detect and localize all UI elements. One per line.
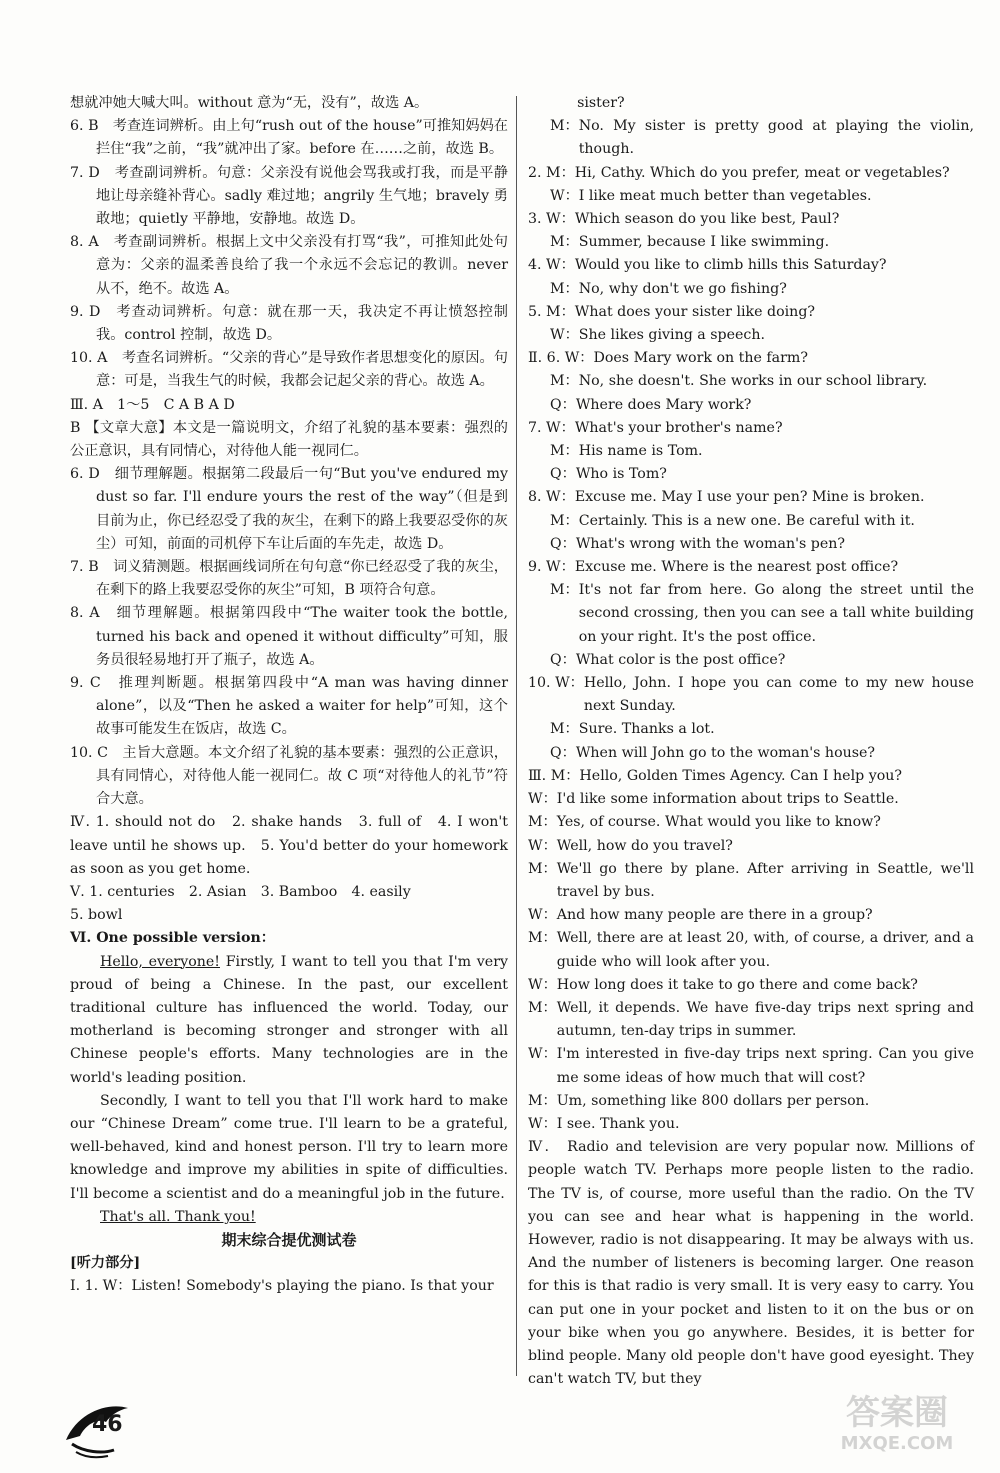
speaker-label: 2. M： <box>528 164 575 181</box>
dialogue-text: Yes, of course. What would you like to know? <box>556 814 881 831</box>
speaker-label: M： <box>528 814 557 831</box>
dialogue-text: I like meat much better than vegetables. <box>578 187 872 204</box>
speaker-label: Q： <box>550 396 576 413</box>
speaker-label: W： <box>528 1115 557 1132</box>
dialogue-line <box>528 904 974 927</box>
dialogue-line <box>528 672 974 718</box>
speaker-label: W： <box>528 907 557 924</box>
dialogue-text: Um, something like 800 dollars per person. <box>556 1092 870 1109</box>
dialogue-text: What color is the post office? <box>575 651 786 668</box>
speaker-label: M： <box>528 1092 557 1109</box>
speaker-label: 8. W： <box>528 489 575 506</box>
essay-paragraph-1 <box>70 951 508 1090</box>
dialogue-text: Hi, Cathy. Which do you prefer, meat or vegetables? <box>574 164 950 181</box>
speaker-label: Ⅱ. 6. W： <box>528 350 594 367</box>
dialogue-line <box>528 927 974 973</box>
dialogue-text: Well, there are at least 20, with, of course, a driver, and a guide who will look after you. <box>556 930 974 970</box>
dialogue-text: Does Mary work on the farm? <box>593 350 808 367</box>
dialogue-line <box>528 92 974 115</box>
speaker-label: Q： <box>550 651 576 668</box>
speaker-label: W： <box>550 187 579 204</box>
watermark-url: MXQE.COM <box>840 1433 954 1454</box>
dialogue-line <box>528 835 974 858</box>
dialogue-text: Excuse me. May I use your pen? Mine is broken. <box>574 489 925 506</box>
left-paragraph: 6. D 细节理解题。根据第二段最后一句“But you've endured my dust so far. I'll endure yours the rest of the way”（但是到目前为止，你已经忍受了我的灰尘，在剩下的路上我要忍受你的灰尘）可知，前面的司机停下车让后面的车先走，故选 D。 <box>70 466 508 552</box>
dialogue-text: No. My sister is pretty good at playing the violin, though. <box>578 118 974 158</box>
speaker-label: M： <box>550 118 579 135</box>
dialogue-line <box>528 811 974 834</box>
left-paragraph: 想就冲她大喊大叫。without 意为“无，没有”，故选 A。 <box>70 95 429 111</box>
speaker-label: W： <box>528 837 557 854</box>
speaker-label: M： <box>528 930 557 947</box>
dialogue-line <box>528 858 974 904</box>
listening-section-label: [听力部分] <box>70 1255 141 1272</box>
dialogue-line <box>528 347 974 370</box>
passage-label: Ⅳ. <box>528 1139 550 1156</box>
speaker-label: M： <box>550 373 579 390</box>
speaker-label: W： <box>528 791 557 808</box>
dialogue-text: I'd like some information about trips to Seattle. <box>556 791 899 808</box>
dialogue-text: Summer, because I like swimming. <box>578 234 830 251</box>
section-title: 期末综合提优测试卷 <box>221 1230 357 1249</box>
speaker-label <box>550 92 577 115</box>
speaker-label: M： <box>528 860 557 877</box>
speaker-label: 7. W： <box>528 419 575 436</box>
left-paragraph: Ⅳ. 1. should not do 2. shake hands 3. full of 4. I won't leave until he shows up. 5. You'd better do your homework as soon as you get home. <box>70 814 508 877</box>
speaker-label: W： <box>528 1046 557 1063</box>
dialogue-line <box>528 278 974 301</box>
essay-closing-text: That's all. Thank you! <box>100 1208 256 1225</box>
dialogue-text: Excuse me. Where is the nearest post office? <box>574 559 899 576</box>
listening-question-1: Ⅰ. 1. W：Listen! Somebody's playing the piano. Is that your <box>70 1278 494 1295</box>
dialogue-text: And how many people are there in a group? <box>556 907 873 924</box>
essay-greeting: Hello, everyone! <box>100 953 220 970</box>
dialogue-text: How long does it take to go there and come back? <box>556 976 918 993</box>
dialogue-line <box>528 1113 974 1136</box>
left-paragraph: 9. C 推理判断题。根据第四段中“A man was having dinner alone”，以及“Then he asked a waiter for help”可知，这个故事可能发生在饭店，故选 C。 <box>70 675 508 738</box>
left-paragraph: Ⅴ. 1. centuries 2. Asian 3. Bamboo 4. easily <box>70 883 411 900</box>
speaker-label: 3. W： <box>528 211 575 228</box>
page-number: 46 <box>92 1412 123 1437</box>
speaker-label: M： <box>528 999 557 1016</box>
speaker-label: 4. W： <box>528 257 575 274</box>
dialogue-line <box>528 579 974 649</box>
dialogue-line <box>528 301 974 324</box>
dialogue-text: Which season do you like best, Paul? <box>574 211 840 228</box>
left-paragraph: 6. B 考查连词辨析。由上句“rush out of the house”可推知妈妈在拦住“我”之前，“我”就冲出了家。before 在……之前，故选 B。 <box>70 118 508 158</box>
dialogue-text: Would you like to climb hills this Saturday? <box>574 257 887 274</box>
speaker-label: W： <box>528 976 557 993</box>
left-paragraph: 7. D 考查副词辨析。句意：父亲没有说他会骂我或打我，而是平静地让母亲缝补背心。sadly 难过地；angrily 生气地；bravely 勇敢地；quietly 平静地，安静地。故选 D。 <box>70 164 508 228</box>
dialogue-text: I see. Thank you. <box>556 1115 680 1132</box>
speaker-label: M： <box>550 280 579 297</box>
essay-paragraph-2: Secondly, I want to tell you that I'll work hard to make our “Chinese Dream” come true. I'll learn to be a grateful, well-behaved, kind and honest person. I'll try to learn more knowledge and improve my abilities in spite of difficulties. I'll become a scientist and do a meaningful job in the future. <box>70 1092 508 1202</box>
passage-text: Radio and television are very popular now. Millions of people watch TV. Perhaps more people listen to the radio. The TV is, of course, more useful than the radio. On the TV you can see and hear what is happening in the world. However, radio is not disappearing. It may be always with us. And the number of listeners is becoming larger. One reason for this is that radio is very small. It is very easy to carry. You can put one in your pocket and listen to it on the bus or on your bike when you go anywhere. Besides, it is better for blind people. Many old people don't have good eyesight. They can't watch TV, but they <box>528 1139 975 1388</box>
dialogue-text: I'm interested in five-day trips next spring. Can you give me some ideas of how much that will cost? <box>556 1046 974 1086</box>
dialogue-line <box>528 162 974 185</box>
dialogue-text: Hello, John. I hope you can come to my new house next Sunday. <box>583 675 974 715</box>
dialogue-line <box>528 417 974 440</box>
dialogue-line <box>528 254 974 277</box>
speaker-label: Q： <box>550 744 576 761</box>
speaker-label: M： <box>550 443 579 460</box>
dialogue-line <box>528 231 974 254</box>
essay-closing <box>70 1206 508 1229</box>
column-divider <box>516 96 517 1376</box>
left-paragraph: Ⅲ. A 1～5 C A B A D <box>70 396 235 413</box>
essay-label-text: Ⅵ. One possible version： <box>70 930 275 947</box>
speaker-label: W： <box>550 327 579 344</box>
left-paragraph: 8. A 细节理解题。根据第四段中“The waiter took the bottle, turned his back and opened it without difficulty”可知，服务员很轻易地打开了瓶子，故选 A。 <box>70 605 508 668</box>
speaker-label: Q： <box>550 466 576 483</box>
dialogue-line <box>528 486 974 509</box>
dialogue-line <box>528 115 974 161</box>
speaker-label: M： <box>550 582 579 599</box>
dialogue-text: sister? <box>577 95 625 111</box>
speaker-label: 10. W： <box>528 675 584 692</box>
dialogue-text: What's your brother's name? <box>574 419 783 436</box>
speaker-label: 9. W： <box>528 559 575 576</box>
right-column <box>528 92 974 1391</box>
speaker-label: Q： <box>550 535 576 552</box>
dialogue-text: We'll go there by plane. After arriving in Seattle, we'll travel by bus. <box>556 860 974 900</box>
dialogue-text: Well, it depends. We have five-day trips next spring and autumn, ten-day trips in summer. <box>556 999 974 1040</box>
dialogue-text: Certainly. This is a new one. Be careful with it. <box>578 512 915 529</box>
dialogue-text: She likes giving a speech. <box>578 327 766 344</box>
dialogue-text: When will John go to the woman's house? <box>575 744 876 761</box>
dialogue-text: His name is Tom. <box>578 443 703 460</box>
dialogue-text: Hello, Golden Times Agency. Can I help you? <box>579 767 902 784</box>
dialogue-line <box>528 185 974 208</box>
watermark-title: 答案圈 <box>846 1393 948 1433</box>
dialogue-line <box>528 440 974 463</box>
dialogue-line <box>528 788 974 811</box>
dialogue-text: What does your sister like doing? <box>574 303 816 320</box>
left-paragraph: 5. bowl <box>70 907 123 924</box>
dialogue-line <box>528 742 974 765</box>
dialogue-text: It's not far from here. Go along the street until the second crossing, then you can see a tall white building on your right. It's the post office. <box>578 582 974 645</box>
dialogue-line <box>528 394 974 417</box>
speaker-label: M： <box>550 721 579 738</box>
dialogue-line <box>528 208 974 231</box>
dialogue-line <box>528 324 974 347</box>
dialogue-text: Where does Mary work? <box>575 396 752 413</box>
essay-label <box>70 927 508 950</box>
left-paragraph: 7. B 词义猜测题。根据画线词所在句句意“你已经忍受了我的灰尘，在剩下的路上我要忍受你的灰尘”可知，B 项符合句意。 <box>70 559 508 599</box>
dialogue-text: What's wrong with the woman's pen? <box>575 535 846 552</box>
speaker-label: M： <box>550 512 579 529</box>
essay-paragraph-1-text: Firstly, I want to tell you that I'm very proud of being a Chinese. In the past, our excellent traditional culture has influenced the world. Today, our motherland is becoming stronger and stronger with all Chinese people's efforts. Many technologies are in the world's leading position. <box>70 953 508 1086</box>
dialogue-line <box>528 1090 974 1113</box>
dialogue-text: No, why don't we go fishing? <box>578 280 787 297</box>
dialogue-line <box>528 510 974 533</box>
dialogue-text: Sure. Thanks a lot. <box>578 721 715 738</box>
dialogue-line <box>528 370 974 393</box>
left-column <box>70 92 508 1299</box>
dialogue-line <box>528 463 974 486</box>
dialogue-line <box>528 997 974 1043</box>
dialogue-text: Well, how do you travel? <box>556 837 733 854</box>
speaker-label: Ⅲ. M： <box>528 767 580 784</box>
left-paragraph: B 【文章大意】本文是一篇说明文，介绍了礼貌的基本要素：强烈的公正意识，具有同情心，对待他人能一视同仁。 <box>70 419 508 460</box>
left-paragraph: 8. A 考查副词辨析。根据上文中父亲没有打骂“我”，可推知此处句意为：父亲的温柔善良给了我一个永远不会忘记的教训。never 从不，绝不。故选 A。 <box>70 234 508 297</box>
watermark <box>812 1393 982 1463</box>
dialogue-line <box>528 718 974 741</box>
speaker-label: M： <box>550 234 579 251</box>
dialogue-line <box>528 533 974 556</box>
dialogue-line <box>528 765 974 788</box>
dialogue-line <box>528 1043 974 1089</box>
left-paragraph: 10. A 考查名词辨析。“父亲的背心”是导致作者思想变化的原因。句意：可是，当我生气的时候，我都会记起父亲的背心。故选 A。 <box>70 350 508 390</box>
dialogue-line <box>528 649 974 672</box>
dialogue-line <box>528 974 974 997</box>
left-paragraph: 10. C 主旨大意题。本文介绍了礼貌的基本要素：强烈的公正意识，具有同情心，对待他人能一视同仁。故 C 项“对待他人的礼节”符合大意。 <box>70 744 508 808</box>
passage-paragraph <box>528 1136 974 1391</box>
dialogue-text: No, she doesn't. She works in our school library. <box>578 373 928 390</box>
speaker-label: 5. M： <box>528 303 575 320</box>
dialogue-text: Who is Tom? <box>575 466 667 483</box>
dialogue-line <box>528 556 974 579</box>
left-paragraph: 9. D 考查动词辨析。句意：就在那一天，我决定不再让愤怒控制我。control 控制，故选 D。 <box>70 303 508 344</box>
